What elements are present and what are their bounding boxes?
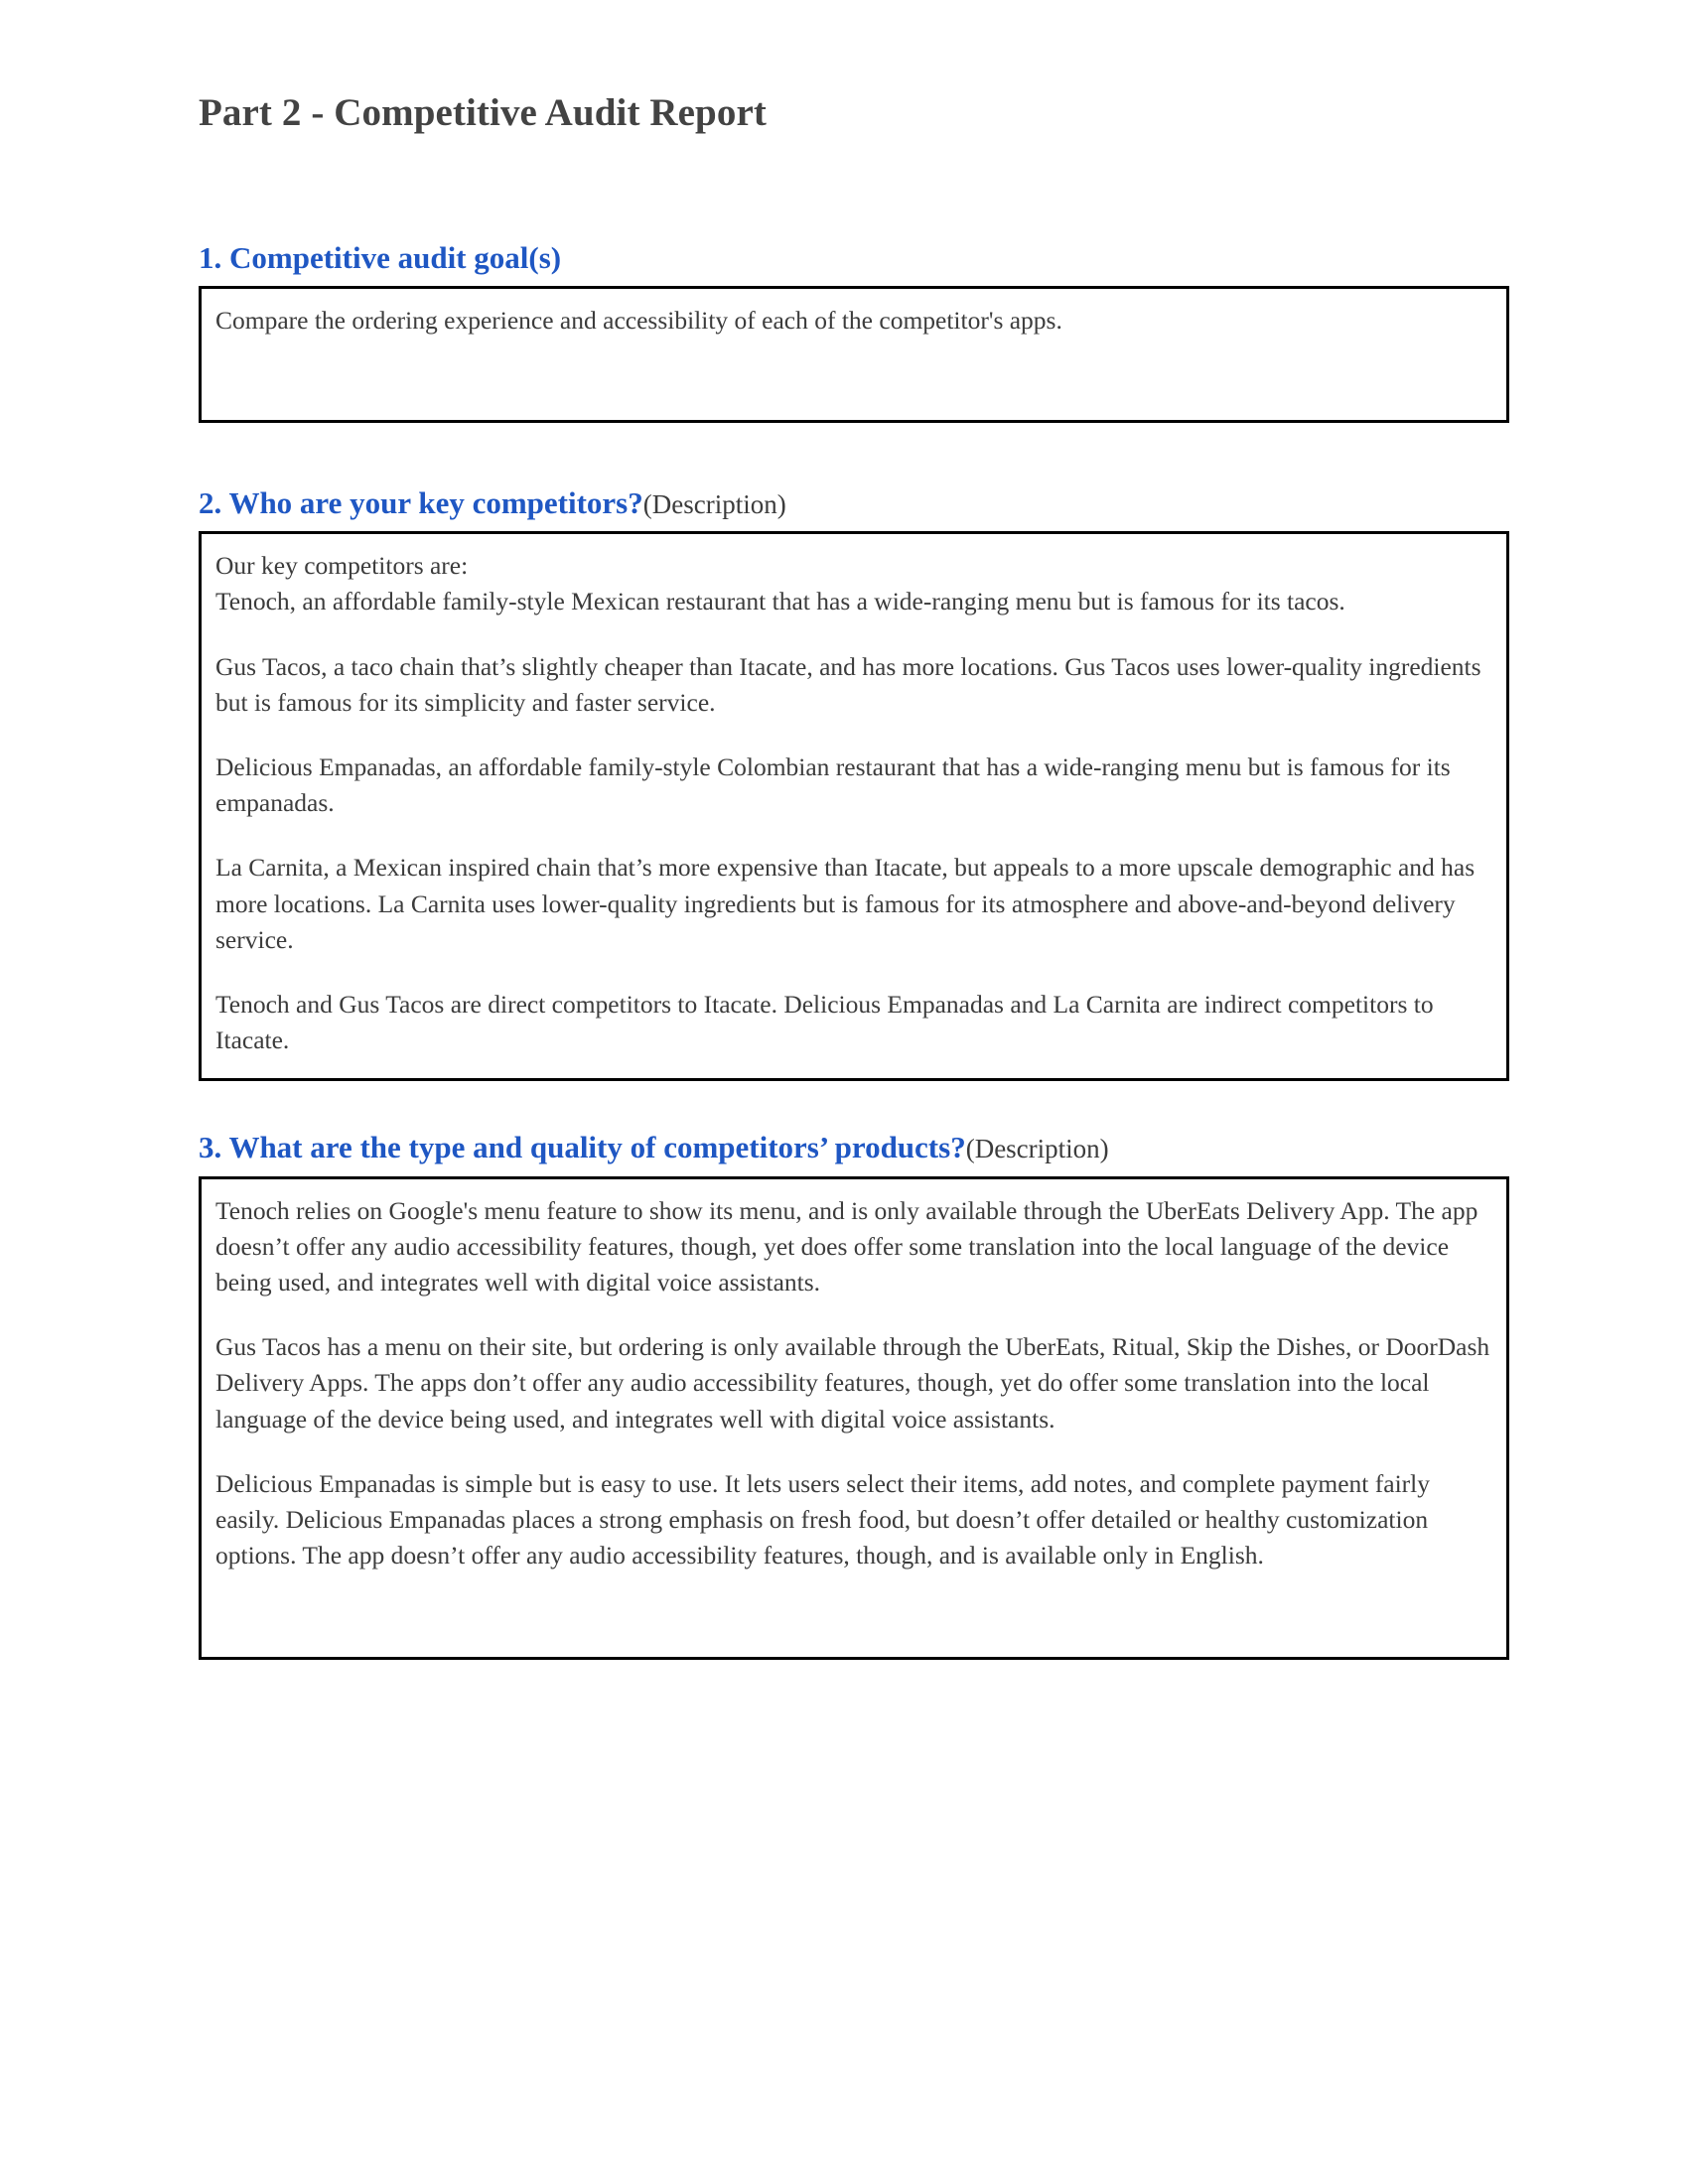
answer-2-paragraph-4: Delicious Empanadas, an affordable family-style Colombian restaurant that has a wide-ranging menu but is famous for its empanadas. — [215, 752, 1451, 818]
answer-2-paragraph-5: La Carnita, a Mexican inspired chain that’s more expensive than Itacate, but appeals to a more upscale demographic and has more locations. La Carnita uses lower-quality ingredients but is famous for its atmosphere and above-and-beyond delivery service. — [215, 853, 1476, 954]
answer-2-paragraph-1: Our key competitors are: — [215, 551, 469, 581]
section-heading-2 — [199, 484, 1509, 521]
answer-1-paragraph-1: Compare the ordering experience and accessibility of each of the competitor's apps. — [215, 306, 1062, 336]
section-heading-3-suffix: (Description) — [965, 1134, 1109, 1164]
section-heading-3-text: 3. What are the type and quality of competitors’ products? — [199, 1130, 966, 1165]
answer-2-paragraph-6: Tenoch and Gus Tacos are direct competitors to Itacate. Delicious Empanadas and La Carnita are indirect competitors to Itacate. — [215, 990, 1434, 1055]
answer-box-3[interactable] — [199, 1176, 1509, 1661]
section-heading-1 — [199, 239, 1509, 276]
document-content — [199, 0, 1509, 1660]
answer-3-paragraph-1: Tenoch relies on Google's menu feature to show its menu, and is only available through the UberEats Delivery App. The app doesn’t offer any audio accessibility features, though, yet does offer some translation into the local language of the device being used, and integrates well with digital voice assistants. — [215, 1195, 1478, 1297]
answer-3-paragraph-3: Delicious Empanadas is simple but is easy to use. It lets users select their items, add notes, and complete payment fairly easily. Delicious Empanadas places a strong emphasis on fresh food, but doesn’t offer detailed or healthy customization options. The app doesn’t offer any audio accessibility features, though, and is available only in English. — [215, 1468, 1430, 1570]
answer-box-1[interactable] — [199, 286, 1509, 423]
answer-3-paragraph-2: Gus Tacos has a menu on their site, but ordering is only available through the UberEats, Ritual, Skip the Dishes, or DoorDash Delivery Apps. The apps don’t offer any audio accessibility features, though, yet do offer some translation into the local language of the device being used, and integrates well with digital voice assistants. — [215, 1332, 1490, 1433]
section-heading-1-text: 1. Competitive audit goal(s) — [199, 239, 562, 275]
section-heading-3 — [199, 1129, 1509, 1165]
section-heading-2-suffix: (Description) — [642, 489, 786, 520]
section-heading-2-text: 2. Who are your key competitors? — [199, 485, 643, 521]
answer-box-2[interactable] — [199, 531, 1509, 1081]
answer-2-paragraph-2: Tenoch, an affordable family-style Mexican restaurant that has a wide-ranging menu but is famous for its tacos. — [215, 587, 1345, 616]
answer-2-paragraph-3: Gus Tacos, a taco chain that’s slightly cheaper than Itacate, and has more locations. Gus Tacos uses lower-quality ingredients but is famous for its simplicity and faster service. — [215, 651, 1481, 717]
page-title: Part 2 - Competitive Audit Report — [199, 91, 767, 134]
